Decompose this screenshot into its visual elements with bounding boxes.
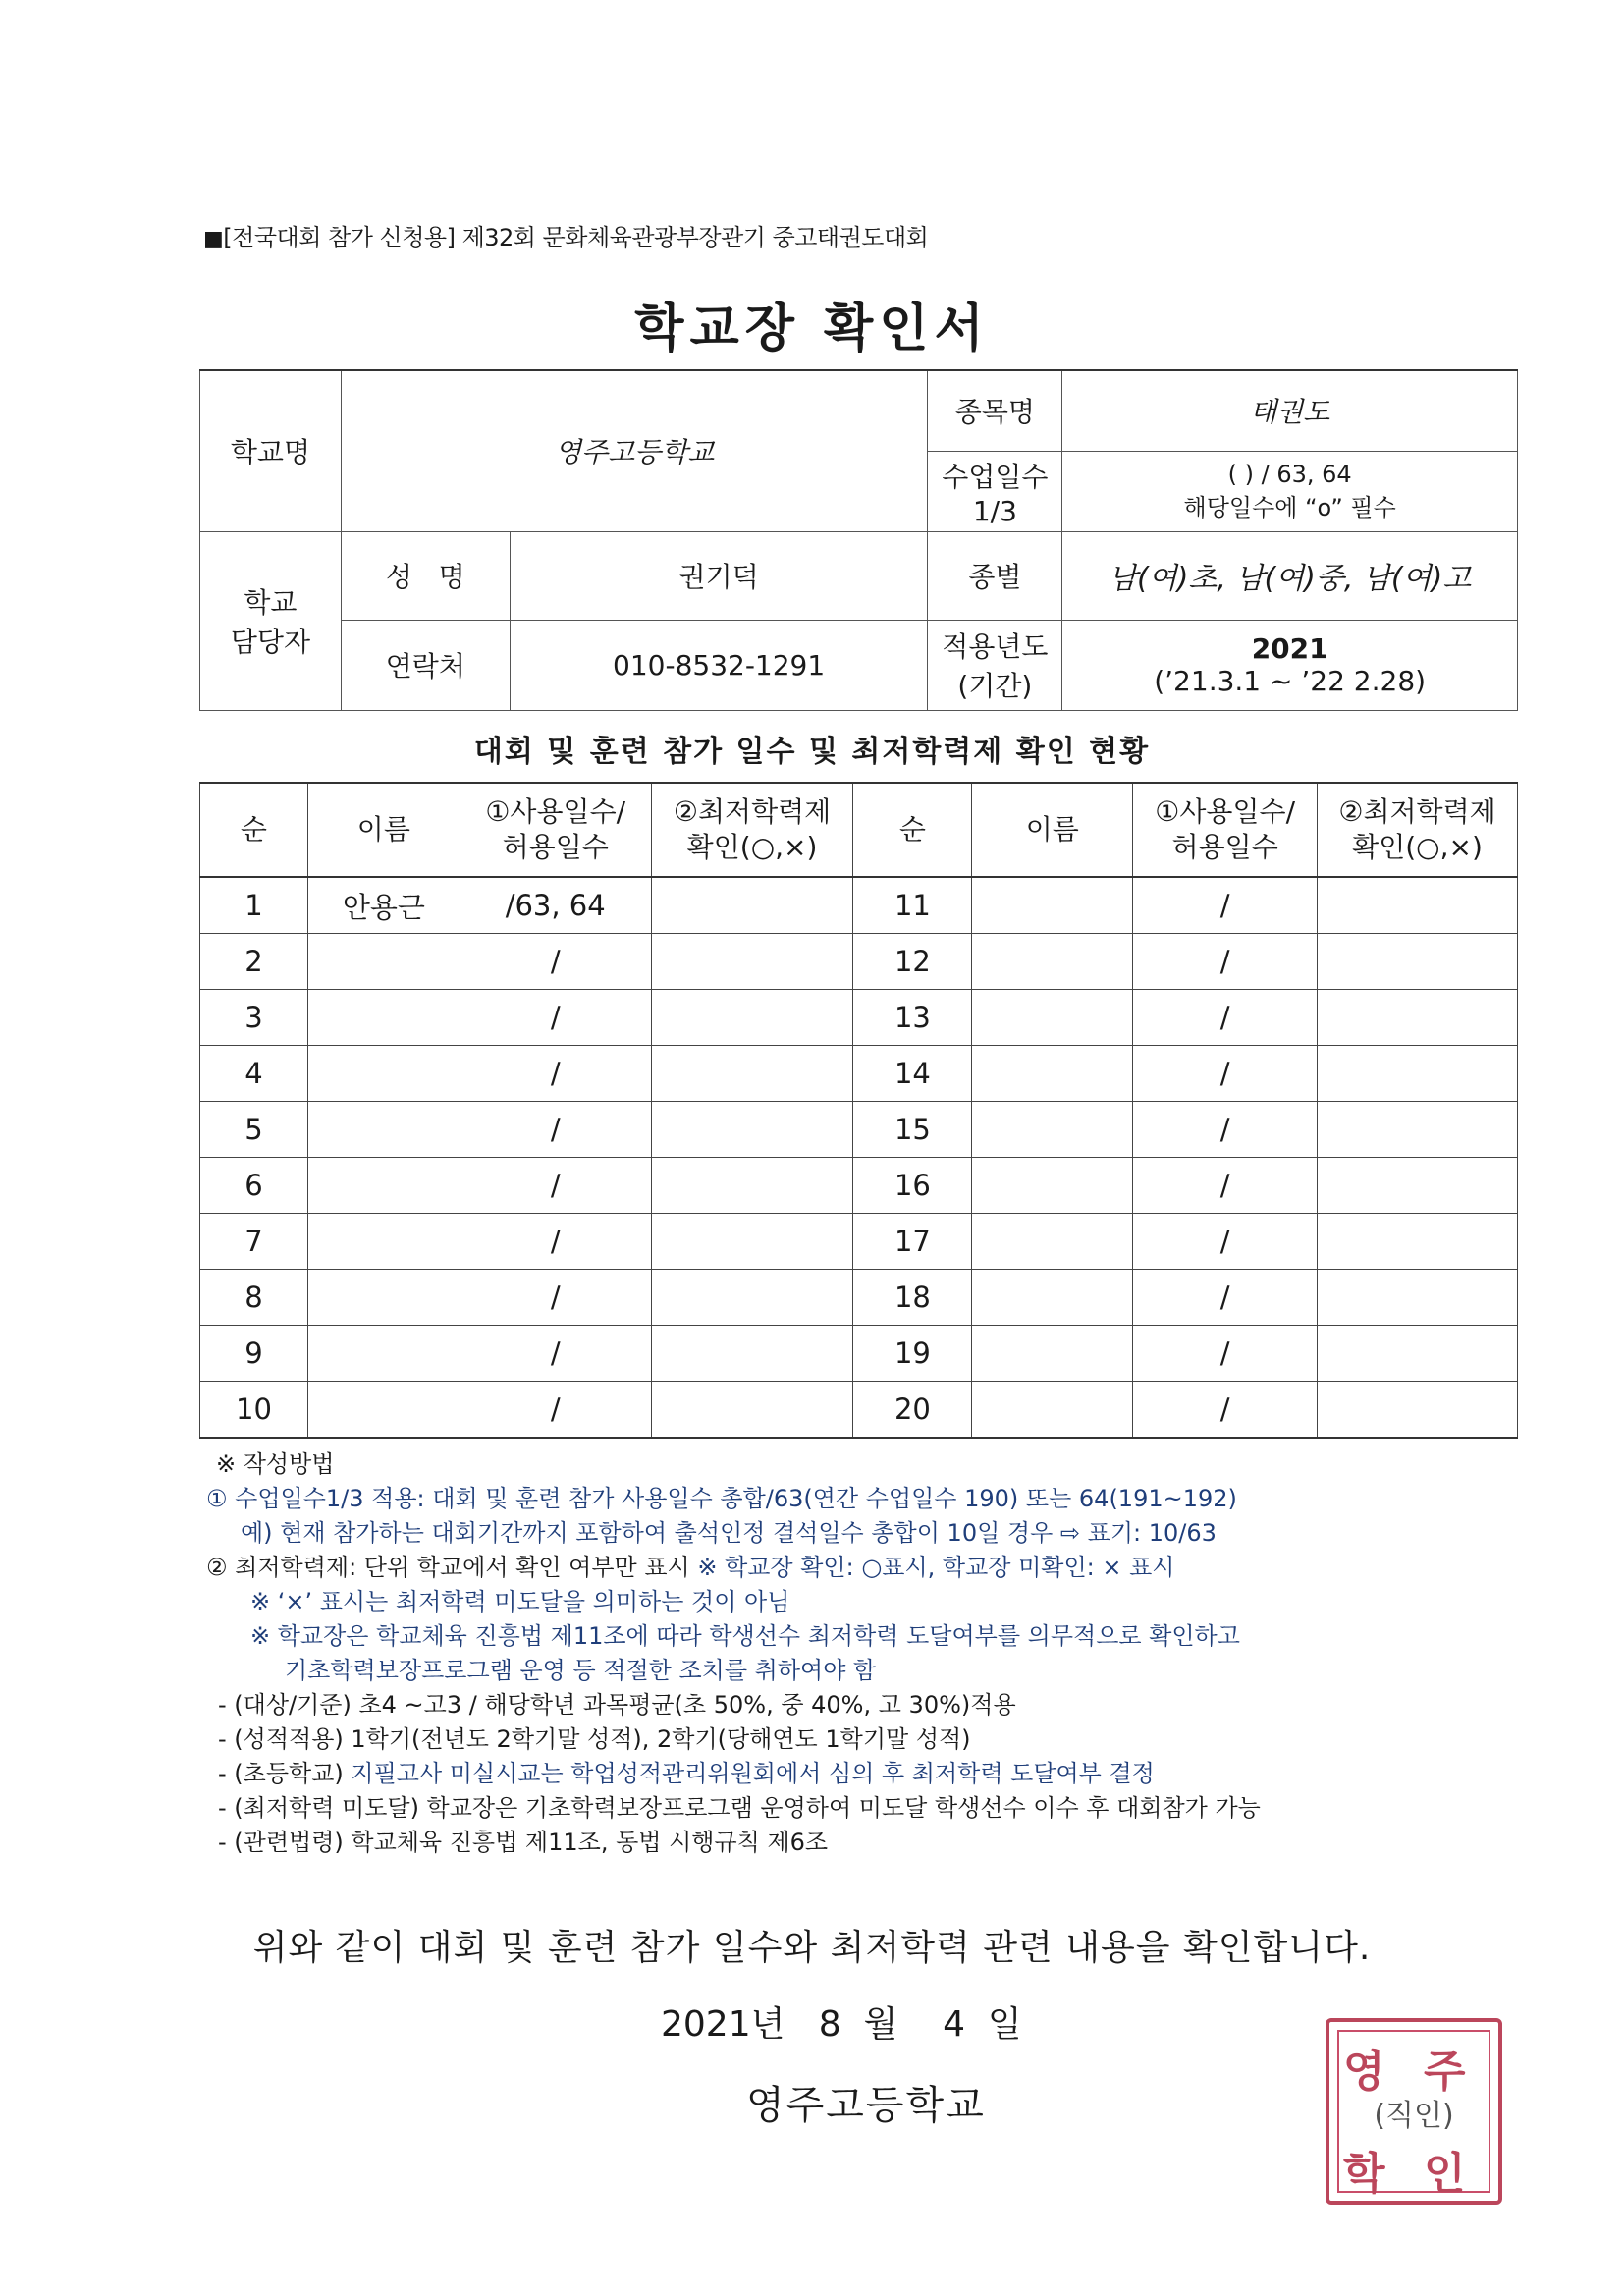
- form-header-text: [전국대회 참가 신청용] 제32회 문화체육관광부장관기 중고태권도대회: [223, 224, 929, 251]
- header-check-line2: 확인(○,×): [1352, 831, 1483, 863]
- manager-label-line1: 학교: [244, 586, 298, 619]
- instruction-text: 지필고사 미실시교는 학업성적관리위원회에서 심의 후 최저학력 도달여부 결정: [351, 1760, 1155, 1787]
- student-name: [307, 934, 460, 990]
- used-days: /: [460, 1046, 651, 1102]
- header-days-line2: 허용일수: [502, 831, 609, 863]
- academic-check: [1318, 1102, 1518, 1158]
- seal-glyph: 주: [1424, 2047, 1466, 2097]
- student-name: [972, 877, 1133, 934]
- academic-check: [1318, 1214, 1518, 1270]
- table-row: [200, 1158, 1518, 1214]
- academic-check: [651, 1214, 853, 1270]
- row-number: 3: [200, 990, 308, 1046]
- signing-date: 2021년 8 월 4 일: [661, 2004, 1022, 2045]
- student-name: [972, 934, 1133, 990]
- row-number: 9: [200, 1326, 308, 1382]
- used-days: /: [1133, 990, 1318, 1046]
- row-number: 1: [200, 877, 308, 934]
- student-name: [972, 990, 1133, 1046]
- student-name: [972, 1046, 1133, 1102]
- header-check-line1: ②최저학력제: [673, 795, 832, 828]
- student-name: [972, 1326, 1133, 1382]
- instruction-line: ※ ‘×’ 표시는 최저학력 미도달을 의미하는 것이 아님: [250, 1588, 790, 1615]
- table-body: [200, 877, 1518, 1438]
- student-name: [307, 1102, 460, 1158]
- table-row: [200, 990, 1518, 1046]
- class-days-value-line1: ( ) / 63, 64: [1227, 461, 1352, 488]
- used-days: /: [460, 934, 651, 990]
- manager-label-line2: 담당자: [230, 626, 311, 658]
- academic-check: [1318, 1382, 1518, 1439]
- header-no-left: 순: [200, 783, 308, 877]
- row-number: 19: [853, 1326, 972, 1382]
- used-days: /: [1133, 1102, 1318, 1158]
- header-name-right: 이름: [972, 783, 1133, 877]
- table-row: [200, 877, 1518, 934]
- year-label-line1: 적용년도: [942, 630, 1049, 663]
- seal-glyph: 인: [1424, 2149, 1466, 2199]
- used-days: /63, 64: [460, 877, 651, 934]
- used-days: /: [460, 1326, 651, 1382]
- table-row: [200, 934, 1518, 990]
- school-signature-name: 영주고등학교: [746, 2083, 986, 2128]
- table-header-row: [200, 783, 1518, 877]
- academic-check: [651, 1382, 853, 1439]
- academic-check: [651, 1326, 853, 1382]
- manager-label: [200, 531, 342, 710]
- academic-check: [651, 877, 853, 934]
- class-days-label: [928, 451, 1062, 531]
- year-value-line2: (’21.3.1 ~ ’22 2.28): [1154, 665, 1427, 697]
- class-days-value-line2: 해당일수에 “o” 필수: [1183, 494, 1396, 521]
- used-days: /: [1133, 877, 1318, 934]
- used-days: /: [1133, 1046, 1318, 1102]
- student-name: [972, 1382, 1133, 1439]
- table-row: [200, 1382, 1518, 1439]
- instruction-text: - (초등학교): [218, 1760, 352, 1787]
- used-days: /: [460, 1382, 651, 1439]
- year-value-line1: 2021: [1251, 632, 1328, 665]
- used-days: /: [1133, 1382, 1318, 1439]
- row-number: 4: [200, 1046, 308, 1102]
- table-row: [200, 1214, 1518, 1270]
- academic-check: [1318, 990, 1518, 1046]
- table-row: [200, 1046, 1518, 1102]
- used-days: /: [460, 990, 651, 1046]
- name-value: 권기덕: [510, 531, 928, 620]
- header-days-line1: ①사용일수/: [485, 795, 626, 828]
- student-name: [307, 1270, 460, 1326]
- seal-glyph: 학: [1343, 2149, 1385, 2199]
- instructions-heading: ※ 작성방법: [216, 1450, 335, 1478]
- student-name: [972, 1270, 1133, 1326]
- academic-check: [651, 1158, 853, 1214]
- row-number: 17: [853, 1214, 972, 1270]
- contact-value: 010-8532-1291: [510, 620, 928, 710]
- section-subtitle: 대회 및 훈련 참가 일수 및 최저학력제 확인 현황: [473, 735, 1151, 769]
- header-check-line2: 확인(○,×): [686, 831, 818, 863]
- event-label: 종목명: [928, 370, 1062, 451]
- row-number: 7: [200, 1214, 308, 1270]
- instruction-line: ※ 학교장은 학교체육 진흥법 제11조에 따라 학생선수 최저학력 도달여부를 의무적으로 확인하고: [250, 1622, 1240, 1650]
- contact-label: 연락처: [341, 620, 510, 710]
- header-no-right: 순: [853, 783, 972, 877]
- student-name: [972, 1158, 1133, 1214]
- official-seal: [1326, 2018, 1502, 2205]
- row-number: 5: [200, 1102, 308, 1158]
- row-number: 6: [200, 1158, 308, 1214]
- table-row: [200, 1102, 1518, 1158]
- class-days-label-line1: 수업일수: [942, 460, 1049, 493]
- row-number: 20: [853, 1382, 972, 1439]
- instruction-line: - (성적적용) 1학기(전년도 2학기말 성적), 2학기(당해연도 1학기말 성적): [218, 1725, 971, 1753]
- student-name: [307, 1214, 460, 1270]
- row-number: 8: [200, 1270, 308, 1326]
- header-check-line1: ②최저학력제: [1338, 795, 1496, 828]
- row-number: 14: [853, 1046, 972, 1102]
- square-bullet-icon: ■: [203, 227, 224, 251]
- instruction-line: 예) 현재 참가하는 대회기간까지 포함하여 출석인정 결석일수 총합이 10일 경우 ⇨ 표기: 10/63: [241, 1519, 1217, 1547]
- academic-check: [1318, 934, 1518, 990]
- row-number: 13: [853, 990, 972, 1046]
- row-number: 10: [200, 1382, 308, 1439]
- header-check-right: [1318, 783, 1518, 877]
- student-name: [307, 1326, 460, 1382]
- class-days-value: [1062, 451, 1518, 531]
- seal-glyph: 영: [1343, 2047, 1385, 2097]
- academic-check: [1318, 1046, 1518, 1102]
- seal-label: (직인): [1374, 2099, 1454, 2133]
- category-label: 종별: [928, 531, 1062, 620]
- school-name-label: 학교명: [200, 370, 342, 531]
- academic-check: [1318, 877, 1518, 934]
- header-days-line2: 허용일수: [1171, 831, 1278, 863]
- confirmation-statement: 위와 같이 대회 및 훈련 참가 일수와 최저학력 관련 내용을 확인합니다.: [252, 1928, 1372, 1968]
- table-row: [200, 1270, 1518, 1326]
- header-days-line1: ①사용일수/: [1155, 795, 1296, 828]
- table-row: [200, 1326, 1518, 1382]
- academic-check: [1318, 1158, 1518, 1214]
- academic-check: [651, 1046, 853, 1102]
- participation-table: [199, 782, 1518, 1439]
- academic-check: [651, 1270, 853, 1326]
- document-title: 학교장 확인서: [634, 300, 990, 358]
- header-days-left: [460, 783, 651, 877]
- name-label: 성 명: [341, 531, 510, 620]
- row-number: 16: [853, 1158, 972, 1214]
- instruction-line: 기초학력보장프로그램 운영 등 적절한 조치를 취하여야 함: [285, 1657, 877, 1684]
- row-number: 18: [853, 1270, 972, 1326]
- student-name: 안용근: [307, 877, 460, 934]
- row-number: 12: [853, 934, 972, 990]
- form-header-line: [203, 218, 928, 252]
- used-days: /: [460, 1214, 651, 1270]
- student-name: [307, 1046, 460, 1102]
- academic-check: [1318, 1326, 1518, 1382]
- instruction-line: - (대상/기준) 초4 ~고3 / 해당학년 과목평균(초 50%, 중 40%, 고 30%)적용: [218, 1691, 1016, 1719]
- academic-check: [651, 990, 853, 1046]
- row-number: 11: [853, 877, 972, 934]
- student-name: [972, 1214, 1133, 1270]
- used-days: /: [460, 1270, 651, 1326]
- header-name-left: 이름: [307, 783, 460, 877]
- instruction-line: - (관련법령) 학교체육 진흥법 제11조, 동법 시행규칙 제6조: [218, 1829, 829, 1856]
- instruction-text: ② 최저학력제: 단위 학교에서 확인 여부만 표시: [206, 1554, 698, 1581]
- used-days: /: [1133, 1158, 1318, 1214]
- row-number: 15: [853, 1102, 972, 1158]
- instruction-line: ① 수업일수1/3 적용: 대회 및 훈련 참가 사용일수 총합/63(연간 수업일수 190) 또는 64(191~192): [206, 1485, 1237, 1512]
- instruction-text: ※ 학교장 확인: ○표시, 학교장 미확인: × 표시: [697, 1554, 1175, 1581]
- header-days-right: [1133, 783, 1318, 877]
- academic-check: [1318, 1270, 1518, 1326]
- year-label: [928, 620, 1062, 710]
- academic-check: [651, 934, 853, 990]
- year-value: [1062, 620, 1518, 710]
- used-days: /: [460, 1102, 651, 1158]
- row-number: 2: [200, 934, 308, 990]
- used-days: /: [1133, 934, 1318, 990]
- class-days-label-line2: 1/3: [972, 494, 1017, 527]
- school-name-value: 영주고등학교: [341, 370, 928, 531]
- student-name: [972, 1102, 1133, 1158]
- academic-check: [651, 1102, 853, 1158]
- instructions: [206, 1448, 1522, 1860]
- instruction-line: [206, 1551, 1522, 1585]
- used-days: /: [1133, 1214, 1318, 1270]
- used-days: /: [1133, 1270, 1318, 1326]
- event-value: 태권도: [1062, 370, 1518, 451]
- used-days: /: [1133, 1326, 1318, 1382]
- student-name: [307, 990, 460, 1046]
- header-check-left: [651, 783, 853, 877]
- instruction-line: - (최저학력 미도달) 학교장은 기초학력보장프로그램 운영하여 미도달 학생선수 이수 후 대회참가 가능: [218, 1794, 1261, 1822]
- category-value: 남(여)초, 남(여)중, 남(여)고: [1062, 531, 1518, 620]
- used-days: /: [460, 1158, 651, 1214]
- student-name: [307, 1382, 460, 1439]
- info-table: [199, 369, 1518, 711]
- instruction-line: [206, 1757, 1522, 1791]
- year-label-line2: (기간): [957, 670, 1033, 702]
- student-name: [307, 1158, 460, 1214]
